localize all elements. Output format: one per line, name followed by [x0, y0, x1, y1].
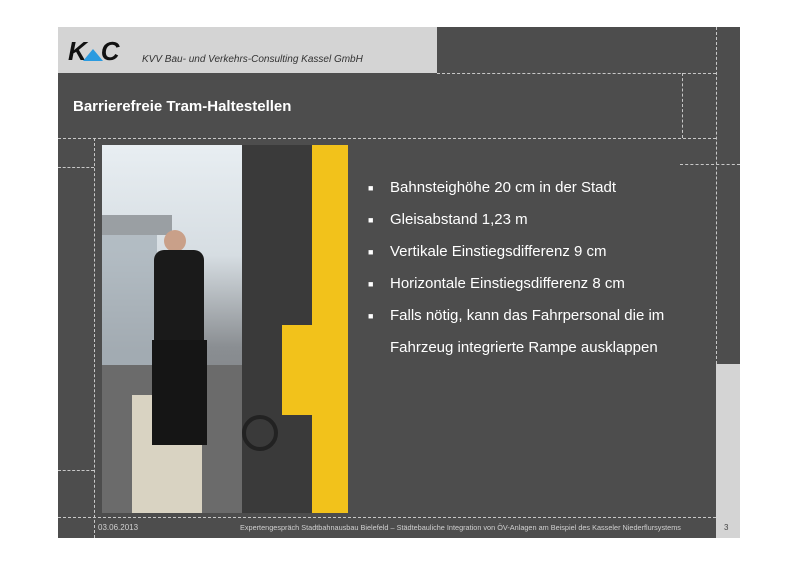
divider: [58, 138, 716, 139]
tram-yellow-panel: [282, 325, 312, 415]
divider: [58, 167, 94, 168]
company-name: KVV Bau- und Verkehrs-Consulting Kassel GmbH: [142, 54, 363, 65]
person-body: [154, 250, 204, 340]
slide-title: Barrierefreie Tram-Haltestellen: [73, 98, 292, 115]
bullet-item: ■ Gleisabstand 1,23 m: [368, 204, 708, 236]
bullet-icon: ■: [368, 183, 374, 193]
tram-boarding-photo: [102, 145, 348, 513]
walker-wheel: [242, 415, 278, 451]
kvc-logo: K C: [68, 36, 118, 66]
bullet-icon: ■: [368, 215, 374, 225]
tram-door: [312, 145, 348, 513]
bullet-icon: ■: [368, 279, 374, 289]
footer-date: 03.06.2013: [98, 523, 139, 532]
divider: [58, 517, 716, 518]
divider: [682, 73, 683, 138]
divider: [716, 27, 717, 364]
divider: [437, 73, 716, 74]
divider: [680, 164, 740, 165]
bullet-list: [368, 172, 708, 364]
bullet-item: ■ Bahnsteighöhe 20 cm in der Stadt: [368, 172, 708, 204]
page-number: 3: [724, 523, 729, 532]
person-legs: [152, 340, 207, 445]
footer-caption: Expertengespräch Stadtbahnausbau Bielefeld – Städtebauliche Integration von ÖV-Anlagen am Beispiel des Kasseler Niederflursystems: [240, 523, 681, 532]
person-head: [164, 230, 186, 252]
bullet-icon: ■: [368, 247, 374, 257]
bullet-item: ■ Horizontale Einstiegsdifferenz 8 cm: [368, 268, 708, 300]
shelter-glass: [102, 235, 157, 385]
divider: [94, 138, 95, 538]
shelter-roof: [102, 215, 172, 235]
bullet-item: ■ Vertikale Einstiegsdifferenz 9 cm: [368, 236, 708, 268]
divider: [58, 470, 94, 471]
bullet-item: ■ Falls nötig, kann das Fahrpersonal die im Fahrzeug integrierte Rampe ausklappen: [368, 300, 708, 364]
bullet-icon: ■: [368, 311, 374, 321]
right-strip: [716, 364, 740, 538]
